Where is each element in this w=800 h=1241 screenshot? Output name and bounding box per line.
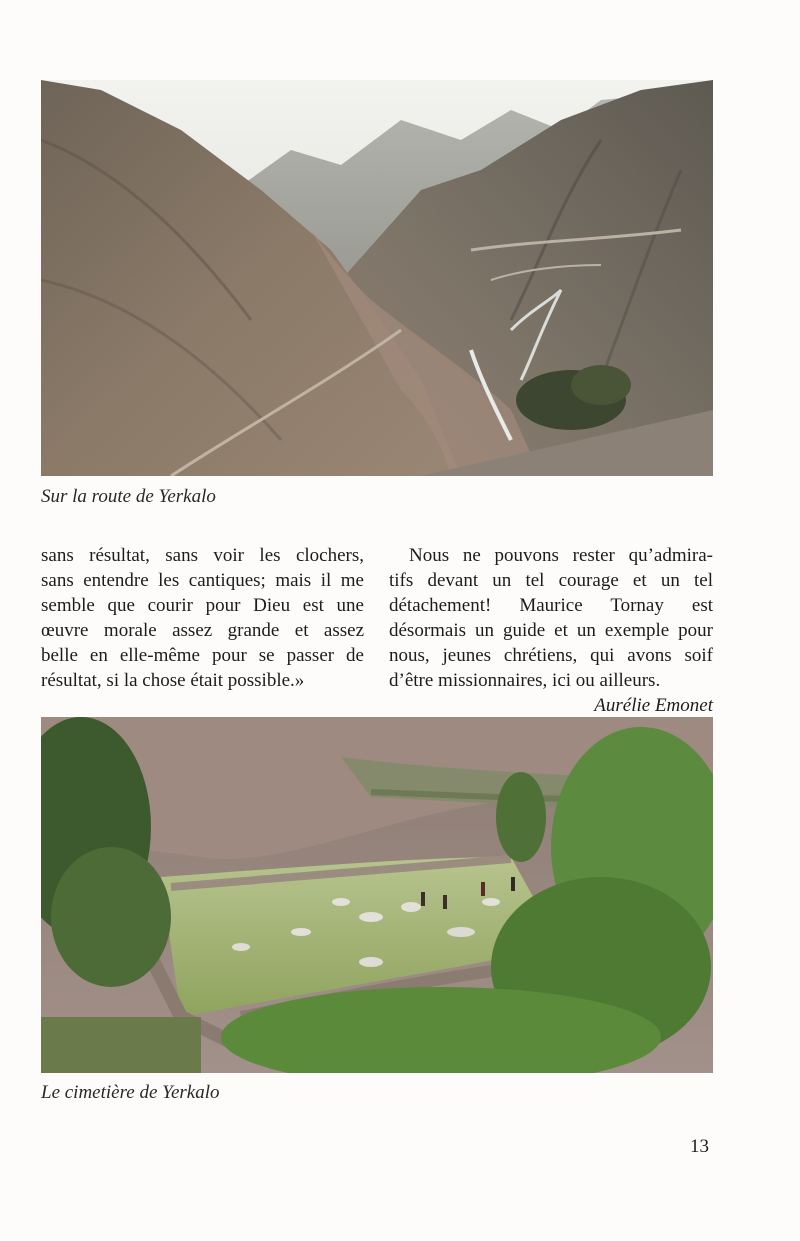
text-line: œuvre morale assez grande et assez: [41, 620, 364, 641]
text-line: d’être missionnaires, ici ou ailleurs.: [389, 670, 661, 691]
text-line: semble que courir pour Dieu est une: [41, 595, 364, 616]
figure-caption: Sur la route de Yerkalo: [41, 486, 216, 507]
text-line: Nous ne pouvons rester qu’admira-: [409, 545, 713, 566]
cemetery-image: [41, 717, 713, 1073]
text-line: détachement! Maurice Tornay est: [389, 595, 713, 616]
photo-route-yerkalo: [41, 80, 713, 476]
page-number: 13: [690, 1136, 709, 1157]
text-line: belle en elle-même pour se passer de: [41, 645, 364, 666]
text-line: sans entendre les cantiques; mais il me: [41, 570, 364, 591]
text-column-right: [389, 543, 713, 718]
text-column-left: [41, 543, 364, 693]
text-line: nous, jeunes chrétiens, qui avons soif: [389, 645, 713, 666]
text-line: tifs devant un tel courage et un tel: [389, 570, 713, 591]
text-line: sans résultat, sans voir les clochers,: [41, 545, 364, 566]
author-signature: Aurélie Emonet: [594, 695, 713, 716]
mountain-valley-image: [41, 80, 713, 476]
photo-cimetiere-yerkalo: [41, 717, 713, 1073]
text-line: résultat, si la chose était possible.»: [41, 670, 305, 691]
text-line: désormais un guide et un exemple pour: [389, 620, 713, 641]
figure-caption: Le cimetière de Yerkalo: [41, 1082, 220, 1103]
